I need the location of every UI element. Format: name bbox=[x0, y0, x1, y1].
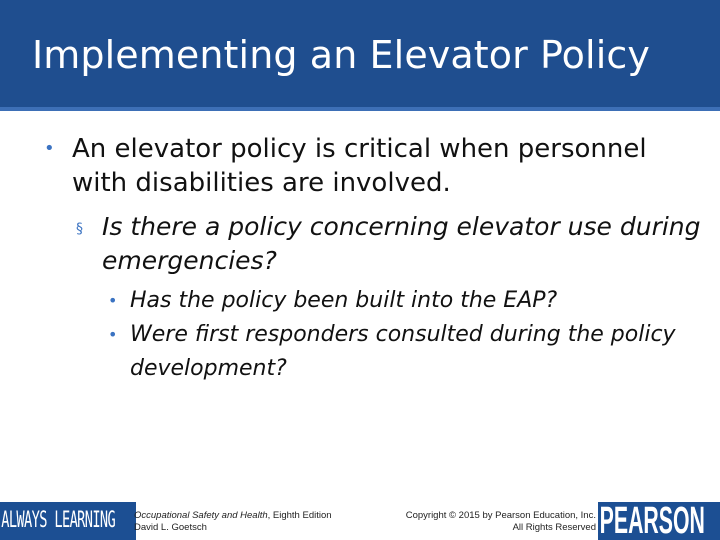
title-bar bbox=[0, 0, 720, 107]
bullet-level2-text: Is there a policy concerning elevator use during emergencies? bbox=[102, 212, 701, 275]
bullet-level3 bbox=[108, 284, 690, 318]
bullet-dot-icon: • bbox=[108, 291, 118, 310]
bullet-level2 bbox=[76, 210, 702, 278]
bullet-dot-icon: • bbox=[44, 138, 55, 159]
footer-credit bbox=[134, 510, 332, 534]
bullet-level3-text: Were first responders consulted during the policy development? bbox=[130, 322, 676, 381]
bullet-level3-text: Has the policy been built into the EAP? bbox=[130, 288, 558, 313]
bullet-level1-text: An elevator policy is critical when personnel with disabilities are involved. bbox=[72, 134, 647, 198]
book-author: David L. Goetsch bbox=[134, 522, 207, 533]
always-learning-logo bbox=[0, 502, 136, 540]
pearson-logo-text: PEARSON bbox=[599, 502, 705, 540]
slide-footer bbox=[0, 502, 720, 540]
bullet-level1 bbox=[44, 132, 692, 200]
slide-title: Implementing an Elevator Policy bbox=[32, 33, 650, 77]
always-learning-logo-text: ALWAYS LEARNING bbox=[1, 508, 116, 533]
pearson-logo bbox=[598, 502, 720, 540]
book-edition: , Eighth Edition bbox=[267, 510, 332, 521]
book-title: Occupational Safety and Health bbox=[134, 510, 268, 521]
copyright-text: Copyright © 2015 by Pearson Education, Inc. bbox=[405, 510, 596, 521]
bullet-level3 bbox=[108, 318, 690, 386]
rights-text: All Rights Reserved bbox=[512, 522, 596, 533]
bullet-dot-icon: • bbox=[108, 325, 118, 344]
title-underline bbox=[0, 107, 720, 111]
section-bullet-icon: § bbox=[76, 221, 83, 237]
footer-copyright bbox=[406, 510, 596, 534]
